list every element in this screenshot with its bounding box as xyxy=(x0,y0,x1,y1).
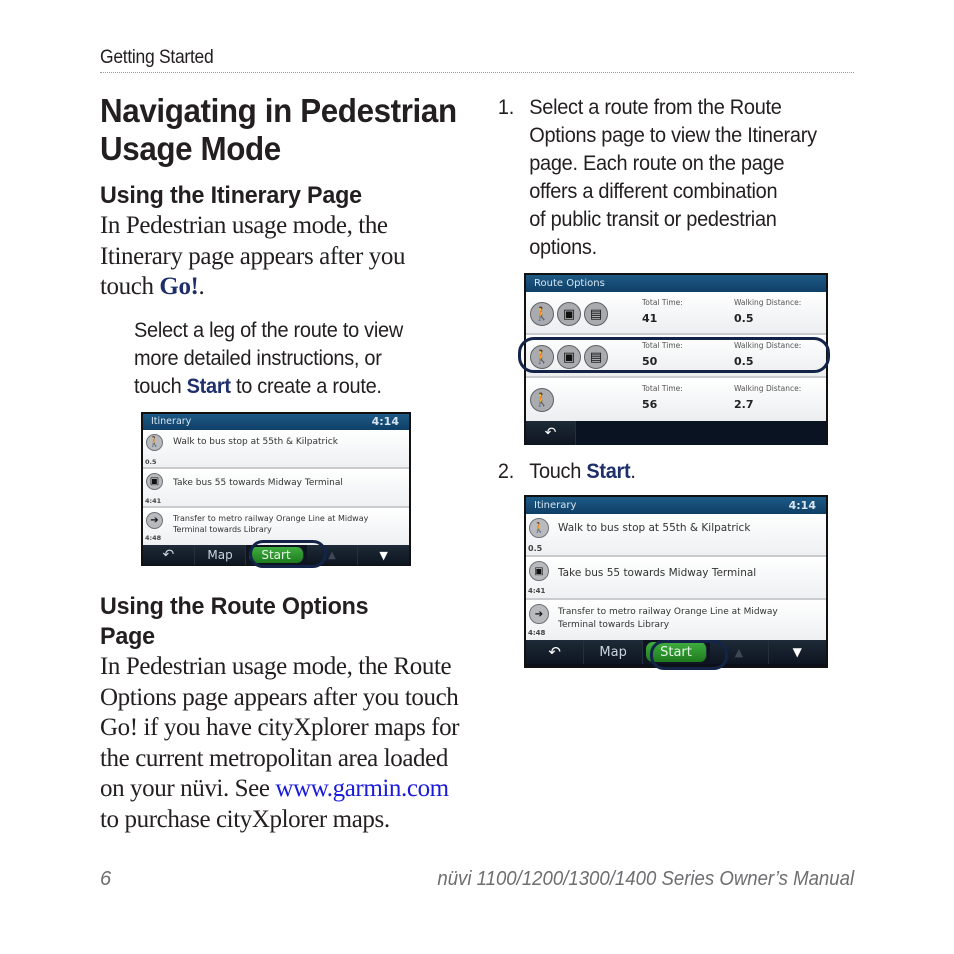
itinerary-list xyxy=(526,514,826,640)
walk-icon: 🚶 xyxy=(146,434,163,451)
screen-clock: 4:14 xyxy=(371,415,399,428)
para-line: to purchase cityXplorer maps. xyxy=(100,805,390,833)
total-time-label: Total Time: xyxy=(642,341,683,350)
route-options-paragraph xyxy=(100,652,470,835)
screen-clock: 4:14 xyxy=(788,499,816,512)
step-number: 2. xyxy=(497,460,514,483)
row-text-line: Transfer to metro railway Orange Line at Midway xyxy=(173,514,369,523)
garmin-link[interactable]: www.garmin.com xyxy=(275,775,449,802)
route-options-screenshot xyxy=(524,273,828,445)
text: Touch xyxy=(529,460,587,483)
row-time: 4:41 xyxy=(528,587,546,595)
left-column xyxy=(100,92,470,401)
page-title-line2: Usage Mode xyxy=(100,130,281,167)
text: touch xyxy=(134,374,187,398)
itinerary-row[interactable] xyxy=(143,469,409,508)
step-line: options. xyxy=(529,236,597,259)
itinerary-list xyxy=(143,430,409,545)
step-line: offers a different combination xyxy=(529,180,778,203)
step-line: Options page to view the Itinerary xyxy=(529,124,817,147)
walking-distance-value: 0.5 xyxy=(734,312,754,325)
step-2 xyxy=(496,458,636,486)
walk-icon: 🚶 xyxy=(530,345,554,369)
map-button[interactable]: Map xyxy=(195,545,247,565)
walking-distance-label: Walking Distance: xyxy=(734,298,802,307)
route-option-row[interactable] xyxy=(526,292,826,335)
walking-distance-value: 2.7 xyxy=(734,398,754,411)
para-line: Go! if you have cityXplorer maps for xyxy=(100,714,460,741)
text: on your nüvi. See xyxy=(100,775,276,802)
header-divider xyxy=(100,72,854,73)
go-keyword: Go! xyxy=(159,273,199,300)
scroll-up-button[interactable]: ▲ xyxy=(307,545,359,565)
text: . xyxy=(630,460,636,483)
instr-line: more detailed instructions, or xyxy=(134,346,382,370)
route-options-section xyxy=(100,592,470,835)
text: touch xyxy=(100,273,160,300)
total-time-value: 41 xyxy=(642,312,658,325)
text: . xyxy=(198,273,205,300)
train-icon: ▤ xyxy=(584,302,608,326)
back-button[interactable]: ↶ xyxy=(526,421,576,445)
para-line: Options page appears after you touch xyxy=(100,683,459,711)
mode-icons xyxy=(530,388,554,412)
screen-title-bar xyxy=(143,414,409,430)
step-1 xyxy=(496,94,838,262)
bus-icon: ▣ xyxy=(557,345,581,369)
bar-empty xyxy=(576,421,826,445)
scroll-down-button[interactable]: ▼ xyxy=(358,545,409,565)
transfer-icon: ➔ xyxy=(529,604,549,624)
screen-title-bar xyxy=(526,275,826,292)
train-icon: ▤ xyxy=(584,345,608,369)
bus-icon: ▣ xyxy=(557,302,581,326)
row-distance: 0.5 xyxy=(528,544,543,553)
walking-distance-value: 0.5 xyxy=(734,355,754,368)
start-highlight-ring xyxy=(249,540,327,568)
step-line: page. Each route on the page xyxy=(529,152,785,175)
screen-title: Route Options xyxy=(534,278,605,289)
start-button[interactable]: Start xyxy=(249,547,303,563)
walking-distance-label: Walking Distance: xyxy=(734,384,802,393)
row-distance: 0.5 xyxy=(145,458,157,466)
screen-title: Itinerary xyxy=(151,416,192,427)
row-text: Walk to bus stop at 55th & Kilpatrick xyxy=(173,437,338,447)
instr-line xyxy=(134,373,453,401)
back-button[interactable]: ↶ xyxy=(143,545,195,565)
start-highlight-ring xyxy=(650,640,728,670)
start-button[interactable]: Start xyxy=(646,642,707,662)
step-line: Select a route from the Route xyxy=(529,96,782,119)
total-time-value: 50 xyxy=(642,355,658,368)
itinerary-row[interactable] xyxy=(526,514,826,557)
itinerary-screenshot-small xyxy=(141,412,411,566)
row-text xyxy=(173,513,368,535)
route-options-heading xyxy=(100,592,459,652)
row-text xyxy=(558,606,778,632)
heading-line: Using the Route Options xyxy=(100,593,369,620)
mode-icons xyxy=(530,302,608,326)
step-number: 1. xyxy=(497,96,514,119)
itinerary-row[interactable] xyxy=(526,600,826,640)
total-time-label: Total Time: xyxy=(642,384,683,393)
para-line: In Pedestrian usage mode, the Route xyxy=(100,653,452,680)
row-text-line: Terminal towards Library xyxy=(558,620,670,630)
itinerary-screenshot-large xyxy=(524,495,828,668)
itinerary-intro-paragraph xyxy=(100,211,470,303)
start-keyword: Start xyxy=(586,460,631,483)
row-text-line: Terminal towards Library xyxy=(173,525,272,534)
row-text: Walk to bus stop at 55th & Kilpatrick xyxy=(558,522,751,534)
scroll-down-button[interactable]: ▼ xyxy=(769,640,826,664)
itinerary-section-heading: Using the Itinerary Page xyxy=(100,182,362,209)
para-line xyxy=(100,774,470,805)
map-button[interactable]: Map xyxy=(584,640,642,664)
total-time-value: 56 xyxy=(642,398,658,411)
instr-line: Select a leg of the route to view xyxy=(134,318,403,342)
para-line: Itinerary page appears after you xyxy=(100,242,406,270)
step-line: of public transit or pedestrian xyxy=(529,208,777,231)
screen-title: Itinerary xyxy=(534,500,577,511)
page-title-line1: Navigating in Pedestrian xyxy=(100,92,457,129)
itinerary-row[interactable] xyxy=(143,430,409,469)
running-head: Getting Started xyxy=(100,47,214,68)
para-line xyxy=(100,272,470,303)
page-number: 6 xyxy=(100,868,112,890)
itinerary-row[interactable] xyxy=(526,557,826,600)
row-text-line: Transfer to metro railway Orange Line at Midway xyxy=(558,607,778,617)
itinerary-instruction xyxy=(134,317,453,401)
route-option-row[interactable] xyxy=(526,378,826,421)
right-column xyxy=(496,94,856,262)
row-time: 4:41 xyxy=(145,497,162,505)
screen-button-bar xyxy=(526,421,826,445)
total-time-label: Total Time: xyxy=(642,298,683,307)
para-line: In Pedestrian usage mode, the xyxy=(100,212,388,239)
bus-icon: ▣ xyxy=(529,561,549,581)
row-text: Take bus 55 towards Midway Terminal xyxy=(173,478,343,488)
screen-title-bar xyxy=(526,497,826,514)
text: to create a route. xyxy=(230,374,382,398)
page-title xyxy=(100,92,457,168)
walk-icon: 🚶 xyxy=(529,518,549,538)
transfer-icon: ➔ xyxy=(146,512,163,529)
route-highlight-ring xyxy=(518,337,830,373)
para-line: the current metropolitan area loaded xyxy=(100,744,448,772)
walk-icon: 🚶 xyxy=(530,302,554,326)
start-keyword: Start xyxy=(186,374,231,398)
scroll-up-button[interactable]: ▲ xyxy=(710,640,768,664)
walking-distance-label: Walking Distance: xyxy=(734,341,802,350)
manual-title: nüvi 1100/1200/1300/1400 Series Owner’s Manual xyxy=(437,868,854,890)
row-time: 4:48 xyxy=(528,629,546,637)
walk-icon: 🚶 xyxy=(530,388,554,412)
back-button[interactable]: ↶ xyxy=(526,640,584,664)
bus-icon: ▣ xyxy=(146,473,163,490)
row-text: Take bus 55 towards Midway Terminal xyxy=(558,567,757,579)
row-time: 4:48 xyxy=(145,534,162,542)
heading-line: Page xyxy=(100,623,155,650)
